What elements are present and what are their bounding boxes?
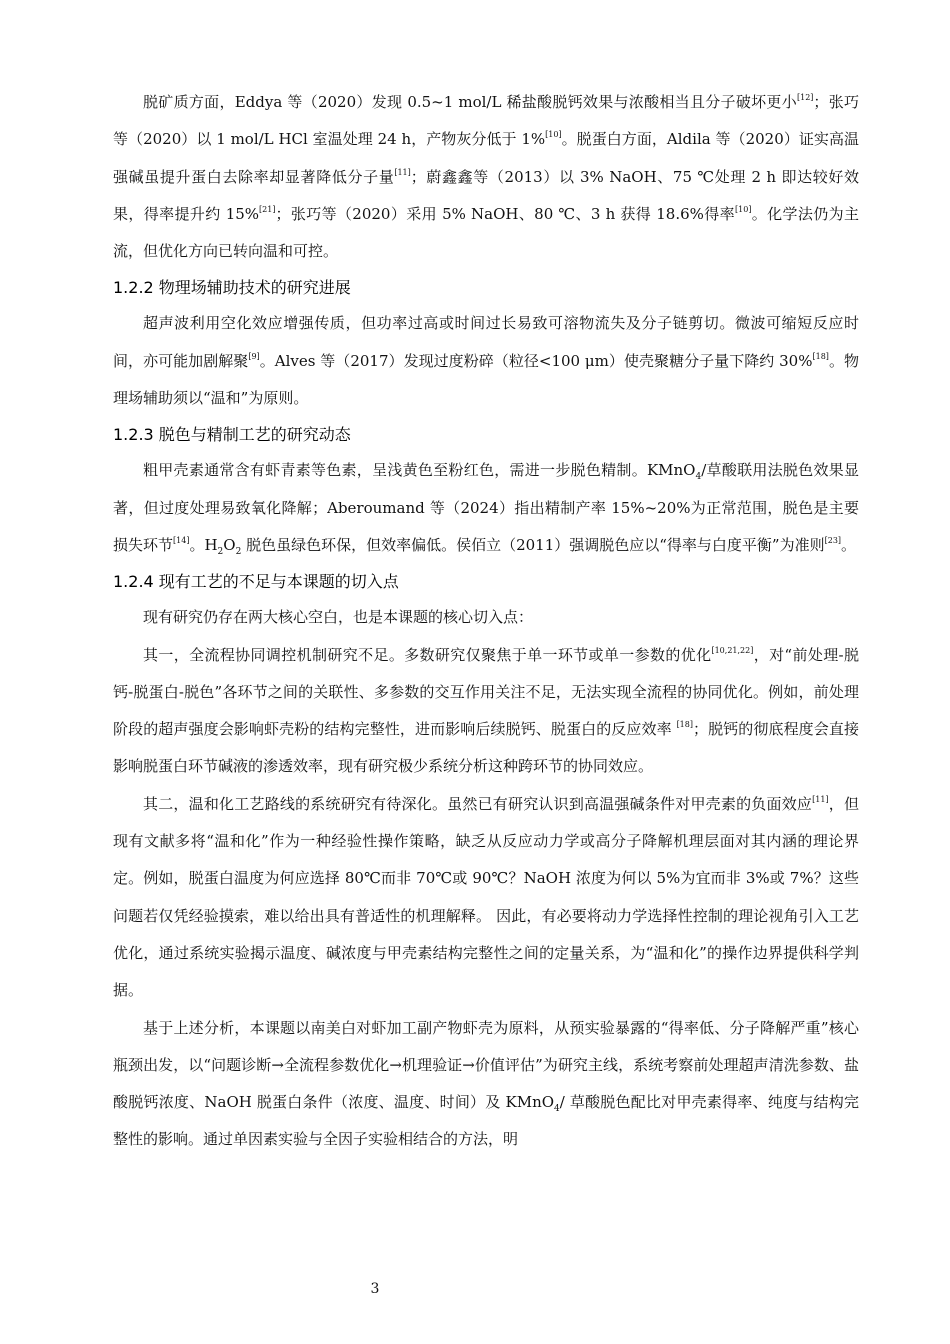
chemical-subscript: 2 bbox=[217, 546, 224, 557]
paragraph-text: 基于上述分析，本课题以南美白对虾加工副产物虾壳为原料，从预实验暴露的“得率低、分子降解严重”核心瓶颈出发，以“问题诊断→全流程参数优化→机理验证→价值评估”为研究主线，系统考察前处理超声清洗参数、盐酸脱钙浓度、NaOH 脱蛋白条件（浓度、温度、时间）及 KMnO bbox=[113, 1018, 859, 1112]
paragraph-text: 。化学法仍为主流，但优化方向已转向温和可控。 bbox=[113, 204, 860, 261]
paragraph-text: 。脱蛋白方面，Aldila 等（2020）证实高温强碱虽提升蛋白去除率却显著降低分子量 bbox=[113, 130, 859, 186]
citation-ref: [10] bbox=[735, 204, 752, 214]
paragraph-text: 。H bbox=[189, 535, 218, 554]
citation-ref: [12] bbox=[796, 93, 814, 102]
chemical-subscript: 2 bbox=[235, 546, 242, 557]
citation-ref: [21] bbox=[259, 204, 276, 214]
paragraph bbox=[113, 305, 859, 417]
paragraph-text: O bbox=[223, 535, 236, 554]
citation-ref: [10,21,22] bbox=[711, 645, 754, 655]
paragraph-text: 其二，温和化工艺路线的系统研究有待深化。虽然已有研究认识到高温强碱条件对甲壳素的负面效应 bbox=[143, 794, 813, 813]
section-heading: 1.2.3 脱色与精制工艺的研究动态 bbox=[113, 425, 351, 445]
page-number: 3 bbox=[370, 1281, 380, 1297]
paragraph-text: ；张巧等（2020）以 1 mol/L HCl 室温处理 24 h，产物灰分低于 1% bbox=[113, 93, 859, 149]
paragraph-text: /草酸联用法脱色效果显著，但过度处理易致氧化降解；Aberoumand 等（2024）指出精制产率 15%~20%为正常范围，脱色是主要损失环节 bbox=[113, 461, 859, 554]
citation-ref: [18] bbox=[812, 351, 829, 361]
paragraph bbox=[113, 452, 859, 564]
citation-ref: [11] bbox=[394, 167, 411, 177]
citation-ref: [9] bbox=[248, 351, 260, 361]
paragraph-text: 其一，全流程协同调控机制研究不足。多数研究仅聚焦于单一环节或单一参数的优化 bbox=[143, 645, 712, 664]
paragraph-text: 粗甲壳素通常含有虾青素等色素，呈浅黄色至粉红色，需进一步脱色精制。KMnO bbox=[143, 461, 696, 480]
paragraph-text: ；张巧等（2020）采用 5% NaOH、80 ℃、3 h 获得 18.6%得率 bbox=[275, 204, 736, 223]
paragraph-text: 。 bbox=[841, 535, 857, 554]
section-heading: 1.2.4 现有工艺的不足与本课题的切入点 bbox=[113, 572, 399, 592]
paragraph-text: ，但现有文献多将“温和化”作为一种经验性操作策略，缺乏从反应动力学或高分子降解机理层面对其内涵的理论界定。例如，脱蛋白温度为何应选择 80℃而非 70℃或 90℃？NaOH 浓度为何以 5%为宜而非 3%或 7%？这些问题若仅凭经验摸索，难以给出具有普适性的机理解释。 因此，有必要将动力学选择性控制的理论视角引入工艺优化，通过系统实验揭示温度、碱浓度与甲壳素结构完整性之间的定量关系，为“温和化”的操作边界提供科学判据。 bbox=[113, 794, 859, 1000]
paragraph bbox=[113, 1010, 859, 1159]
paragraph-text: / 草酸脱色配比对甲壳素得率、纯度与结构完整性的影响。通过单因素实验与全因子实验相结合的方法，明 bbox=[113, 1093, 859, 1149]
citation-ref: [11] bbox=[812, 794, 829, 804]
paragraph-text: ；脱钙的彻底程度会直接影响脱蛋白环节碱液的渗透效率，现有研究极少系统分析这种跨环节的协同效应。 bbox=[113, 720, 859, 776]
paragraph bbox=[113, 599, 859, 636]
section-heading: 1.2.2 物理场辅助技术的研究进展 bbox=[113, 278, 351, 298]
page-body bbox=[113, 84, 859, 1159]
paragraph-text: 现有研究仍存在两大核心空白，也是本课题的核心切入点： bbox=[143, 608, 534, 627]
citation-ref: [18] bbox=[676, 720, 693, 730]
paragraph bbox=[113, 84, 859, 270]
chemical-subscript: 4 bbox=[695, 472, 702, 483]
paragraph bbox=[113, 637, 859, 786]
paragraph-text: 脱色虽绿色环保，但效率偏低。侯佰立（2011）强调脱色应以“得率与白度平衡”为准则 bbox=[241, 535, 825, 554]
paragraph-text: 超声波利用空化效应增强传质，但功率过高或时间过长易致可溶物流失及分子链剪切。微波可缩短反应时间，亦可能加剧解聚 bbox=[113, 314, 859, 370]
citation-ref: [14] bbox=[173, 535, 190, 545]
paragraph-text: ；蔚鑫鑫等（2013）以 3% NaOH、75 ℃处理 2 h 即达较好效果，得率提升约 15% bbox=[113, 167, 859, 223]
citation-ref: [10] bbox=[545, 130, 562, 140]
chemical-subscript: 4 bbox=[554, 1104, 560, 1115]
paragraph-text: 脱矿质方面，Eddya 等（2020）发现 0.5~1 mol/L 稀盐酸脱钙效果与浓酸相当且分子破坏更小 bbox=[143, 93, 797, 111]
paragraph-text: 。物理场辅助须以“温和”为原则。 bbox=[113, 351, 859, 408]
paragraph-text: 。Alves 等（2017）发现过度粉碎（粒径<100 μm）使壳聚糖分子量下降约 30% bbox=[259, 351, 813, 370]
paragraph-text: ，对“前处理-脱钙-脱蛋白-脱色”各环节之间的关联性、多参数的交互作用关注不足，无法实现全流程的协同优化。例如，前处理阶段的超声强度会影响虾壳粉的结构完整性，进而影响后续脱钙、脱蛋白的反应效率 bbox=[113, 645, 859, 739]
paragraph bbox=[113, 786, 859, 1010]
citation-ref: [23] bbox=[824, 535, 842, 545]
